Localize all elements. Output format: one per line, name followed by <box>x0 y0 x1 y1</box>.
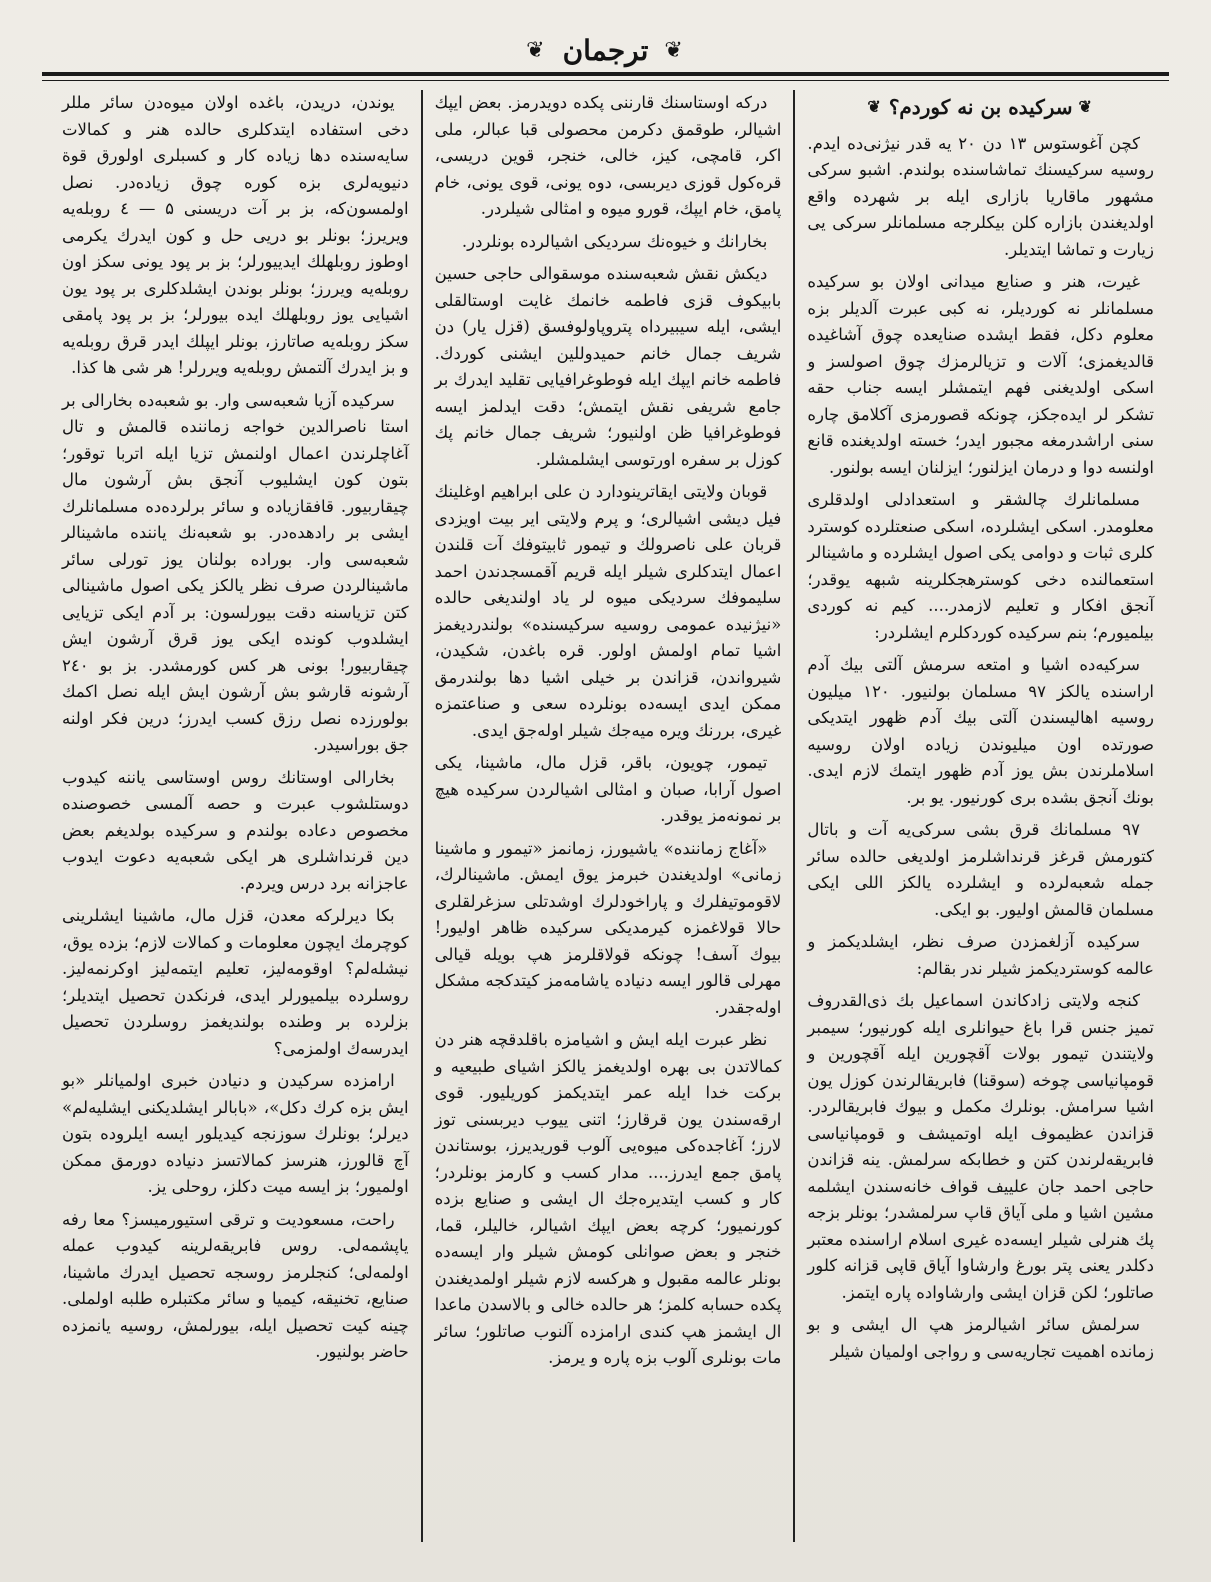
paragraph: مسلمانلرك چالشقر و استعدادلی اولدقلری معلومدر. اسکی ایشلرده، اسکی صنعتلرده کوسترد کلری ثبات و دوامی یکی اصول ایشلرده و ماشینالر استعمالنده دخی کوسترهجکلرینه شبهه یوقدر؛ آنجق افکار و تعلیم لازمدر.... کیم نه کوردی بیلمیورم؛ بنم سرکیده کوردکلرم ایشلردر: <box>807 490 1154 642</box>
column-middle <box>423 90 796 1542</box>
article-heading <box>807 94 1154 121</box>
paragraph: راحت، مسعودیت و ترقی استیورمیسز؟ معا رفه یاپشمه‌لی. روس فابریقه‌لرینه کیدوب عمله اولمه‌لی؛ کنجلرمز روسجه تحصیل ایدرك ماشینا، صنایع، تخنیقه، کیمیا و سائر مکتبلره طلبه اولملی. چینه کیت تحصیل ایله، بیورلمش، روسیه یانمزده حاضر بولنیور. <box>61 1209 409 1361</box>
masthead-rule-thin <box>42 80 1169 81</box>
paragraph: نظر عبرت ایله ایش و اشیامزه باقلدقچه هنر دن کمالاتدن بی بهره اولدیغمز یالکز اشیای طبیعیه و برکت خدا ایله عمر ایتدیکمز کوریلیور. قوی ارقه‌سندن یون قرقارز؛ اتنی ییوب دیربسنی توز لارز؛ آغاجده‌کی میوه‌یی آلوب قوریدیرز، بوستاندن پامق جمع ایدرز.... مدار کسب و کارمز بونلردر؛ کار و کسب ایتدیره‌جك ال ایشی و صنایع بزده کورنمیور؛ کرچه بعض ایپك اشیالر، خالیلر، قما، خنجر و بعض صوانلی کومش شیلر وار ایسه‌ده بونلر عالمه مقبول و هرکسه لازم شیلر اولمدیغندن پکده حسابه کلمز؛ هر حالده خالی و بالاسدن ماعدا ال ایشمز هپ کندی ارامزده آلنوب صاتلور؛ سائر مات بونلری آلوب بزه پاره و یرمز. <box>434 1030 782 1367</box>
ornament-right: ❦ <box>526 37 547 63</box>
masthead-rule <box>42 72 1169 76</box>
paragraph: بخارانك و خیوه‌نك سردیکی اشیالرده بونلردر. <box>461 231 768 251</box>
paragraph: سرکیده آزیا شعبه‌سی وار. بو شعبه‌ده بخارالی بر استا ناصرالدین خواجه زماننده قالمش و تال آغاچلرندن اعمال اولنمش تزیا ایله اتربا توقور؛ بتون کون ایشلیوب آنجق بش آرشون مال چیقاربیور. قافقازیاده و سائر برلرده‌ده مسلمانلرك ایشی بر رادهده‌در. بو شعبه‌نك یاننده ماشینالر شعبه‌سی وار. بوراده بولنان یوز تورلی سائر ماشینالردن صرف نظر یالکز یکی اصول ماشینالی کتن تزیاسنه دقت بیورلسون: بر آدم ایکی تزیایی ایشلدوب کونده ایکی یوز قرق آرشون ایش چیقاربیور! بونی هر کس کورمشدر. بز بو ۲٤۰ آرشونه قارشو بش آرشون ایش ایله نصل اکمك بولورزده نصل رزق کسب ایدرز؛ درین فکر اولنه جق بوراسیدر. <box>61 390 409 754</box>
paragraph: ۹۷ مسلمانك قرق بشی سرکی‌یه آت و باتال کتورمش قرغز قرنداشلرمز اولدیغی حالده سائر جمله شعبه‌لرده و ایشلرده یالکز اللی ایکی مسلمان قالمش اولیور. بو ایکی. <box>807 820 1154 919</box>
masthead <box>40 30 1171 70</box>
column-right <box>795 90 1166 1542</box>
heading-ornament-right: ❦ <box>1078 97 1094 116</box>
paragraph: غیرت، هنر و صنایع میدانی اولان بو سرکیده مسلمانلر نه کوردیلر، نه کبی عبرت آلدیلر بزه معلوم دکل، فقط ایشده صنایعده چوق آشاغیده قالدیغمزی؛ آلات و تزیالرمزك چوق اصولسز و اسکی اولدیغنی فهم ایتمشلر ایسه جناب حقه تشکر لر ایده‌جکز، چونکه قصورمزی آکلامق چاره سنی اراشدرمغه مجبور ایدر؛ خسته اولدیغنده قانع اولنسه دوا و درمان ایزلنور؛ ایزلنان ایسه بولنور. <box>807 272 1154 477</box>
paragraph: سرکیه‌ده اشیا و امتعه سرمش آلتی بیك آدم اراسنده یالکز ۹۷ مسلمان بولنیور. ۱۲۰ میلیون روسیه اهالیسندن آلتی بیك آدم ظهور ایتدیکی صورتده اون میلیوندن زیاده اولان روسیه اسلاملرندن بش یوز آدم ظهور ایتمك لازم ایدی. بونك آنجق بشده بری کورنیور. یو بر. <box>807 655 1155 807</box>
paragraph: قوبان ولایتی ایقاترینودارد ن علی ابراهیم اوغلینك فیل دیشی اشیالری؛ و پرم ولایتی ایر بیت اویزدی قربان علی ناصرولك و تیمور ثابیتوفك آت قلندن اعمال ایتدکلری شیلر ایله قریم آقمسجدندن احمد سلیموفك سردیکی میوه لر یاد اولندیغی حالده «نیژنیده عمومی روسیه سرکیسنده» بولندردیغمز اشیا تمام اولمش اولور. قره باغدن، شکیدن، شیرواندن، قزاندن بر خیلی اشیا دها بولندرمق ممکن ایدی ایسه‌ده بونلرده سعی و صناعتمزه غیری، بررنك ویره میه‌جك شیلر اوله‌جق ایدی. <box>434 482 782 740</box>
paragraph: کنجه ولایتی زادکاندن اسماعیل بك ذی‌القدروف تمیز جنس قرا باغ حیوانلری ایله کورنیور؛ سیمبر ولایتندن تیمور بولات آقچورین ایله آقچورین و قومپانیاسی چوخه (سوقنا) فابریقالرندن کوزل یون اشیا سرامش. بونلرك مکمل و بیوك فابریقالردر. قزاندن عظیموف ایله اوتمیشف و قومپانیاسی فابریقه‌لرندن کتن و خطابکه سرلمش. ینه قزاندن حاجی احمد جان علییف قواف خانه‌سندن ایشلمه مشین اشیا و ملی آیاق قاپ سرلمشدر؛ بونلر بزجه پك هنرلی شیلر ایسه‌ده غیری اسلام اراسنده معتبر دکلدر یعنی پتر بورغ وارشاوا آیاق قاپی قزانه کلور صاتلور؛ لکن قزان ایشی وارشاواده پاره ایتمز. <box>807 991 1154 1302</box>
paragraph: بکا دیرلرکه معدن، قزل مال، ماشینا ایشلرینی کوچرمك ایچون معلومات و کمالات لازم؛ بزده یوق، نیشله‌لم؟ اوقومه‌لیز، تعلیم ایتمه‌لیز اوکرنمه‌لیز. روسلرده بیلمیورلر ایدی، فرنکدن تحصیل ایتدیلر؛ بزلرده بر وطنده بولندیغمز روسلردن تحصیل ایدرسه‌ك اولمزمی؟ <box>61 906 409 1058</box>
paragraph: بخارالی اوستانك روس اوستاسی یاننه کیدوب دوستلشوب عبرت و حصه آلمسی خصوصنده مخصوص دعاده بولندم و سرکیده بولدیغم بعض دین قرنداشلری هر ایکی شعبه‌یه دعوت ایدوب عاجزانه برد درس ویردم. <box>61 767 409 893</box>
column-left <box>50 90 423 1542</box>
newspaper-title: ترجمان <box>562 33 649 67</box>
paragraph: سرکیده آزلغمزدن صرف نظر، ایشلدیکمز و عالمه کوستردیکمز شیلر ندر بقالم: <box>807 932 1154 978</box>
heading-ornament-left: ❦ <box>867 97 883 116</box>
paragraph: درکه اوستاسنك قارننی پکده دویدرمز. بعض ایپك اشیالر، طوقمق دکرمن محصولی قبا عبالر، ملی اکر، قامچی، کیز، خالی، خنجر، قوین دریسی، قره‌کول قوزی دیربسی، دوه یونی، قوی یونی، خام پامق، خام ایپك، قورو میوه و امثالی شیلردر. <box>434 93 782 218</box>
ornament-left: ❦ <box>664 37 685 63</box>
paragraph: تیمور، چویون، باقر، قزل مال، ماشینا، یکی اصول آرابا، صبان و امثالی اشیالردن سرکیده هیچ بر نمونه‌مز یوقدر. <box>434 753 782 825</box>
paragraph: دیکش نقش شعبه‌سنده موسقوالی حاجی حسین بابیکوف قزی فاطمه خانمك غایت اوستالقلی ایشی، ایله سیبیرداه پتروپاولوفسق (قزل یار) دن شریف جمال خانم حمیدوللین ایشنی کوردك. فاطمه خانم ایپك ایله فوطوغرافیایی تقلید ایدرك بر جامع شریفی نقش ایتمش؛ دقت ایدلمز ایسه فوطوغرافیا ظن اولنیور؛ شریف جمال خانم پك کوزل بر سفره اورتوسی ایشلمشلر. <box>434 264 782 469</box>
paragraph: «آغاج زماننده» یاشیورز، زمانمز «تیمور و ماشینا زمانی» اولدیغندن خبرمز یوق ایمش. ماشینالرك، لاقوموتیفلرك و پاراخودلرك اوشدتلی سزغرلقلری حالا قولاغمزه کیرمدیکی سرکیده ظاهر اولیور! بیوك آسف! چونکه قولاقلرمز هپ بویله قیالی مهرلی قالور ایسه دنیاده یاشامه‌مز کیتدکجه مشکل اوله‌جقدر. <box>434 838 782 1017</box>
paragraph: یوندن، دریدن، باغده اولان میوه‌دن سائر مللر دخی استفاده ایتدکلری حالده هنر و کمالات سایه‌سنده دها زیاده کار و کسبلری اولورق قوة دنیویه‌لری بزه کوره چوق زیاده‌در. نصل اولمسون‌که، بز بر آت دریسنی ۵ — ٤ روبله‌یه ویریرز؛ بونلر بو دریی حل و کون ایدرك یکرمی اوطوز روبلهلك ایدییورلر؛ بز بر پود یونی سکز اون روبله‌یه ویررز؛ بونلر بوندن ایشلدکلری بر پود یون اشیایی یوز روبلهلك ایده بیورلر؛ بز بر پود پامقی سکز روبله‌یه صاتارز، بونلر ایپلك ایدر قرق روبله‌یه و بز ایدرك آلتمش روبله‌یه ویررلر! هر شی ها کذا. <box>61 93 409 377</box>
article-columns <box>50 90 1166 1542</box>
paragraph: ارامزده سرکیدن و دنیادن خبری اولمیانلر «بو ایش بزه کرك دکل»، «بابالر ایشلدیکنی ایشلیه‌لم» دیرلر؛ بونلرك سوزنجه کیدیلور ایسه ایلروده بتون آچ قالورز، هنرسز کمالاتسز دنیاده دورمق ممکن اولمیور؛ بز ایسه میت دکلز، روحلی یز. <box>61 1071 409 1196</box>
paragraph: سرلمش سائر اشیالرمز هپ ال ایشی و بو زمانده اهمیت تجاریه‌سی و رواجی اولمیان شیلر <box>807 1315 1154 1361</box>
paragraph: کچن آغوستوس ۱۳ دن ۲۰ یه قدر نیژنی‌ده ایدم. روسیه سرکیسنك تماشاسنده بولندم. اشبو سرکی مشهور ماقاریا بازاری ایله بر شهرده واقع اولدیغندن بازاره کلن بیکلرجه مسلمانلر سرکی یی زیارت و تماشا ایتدیلر. <box>807 133 1154 259</box>
article-heading-text: سرکیده بن نه کوردم؟ <box>888 95 1073 119</box>
